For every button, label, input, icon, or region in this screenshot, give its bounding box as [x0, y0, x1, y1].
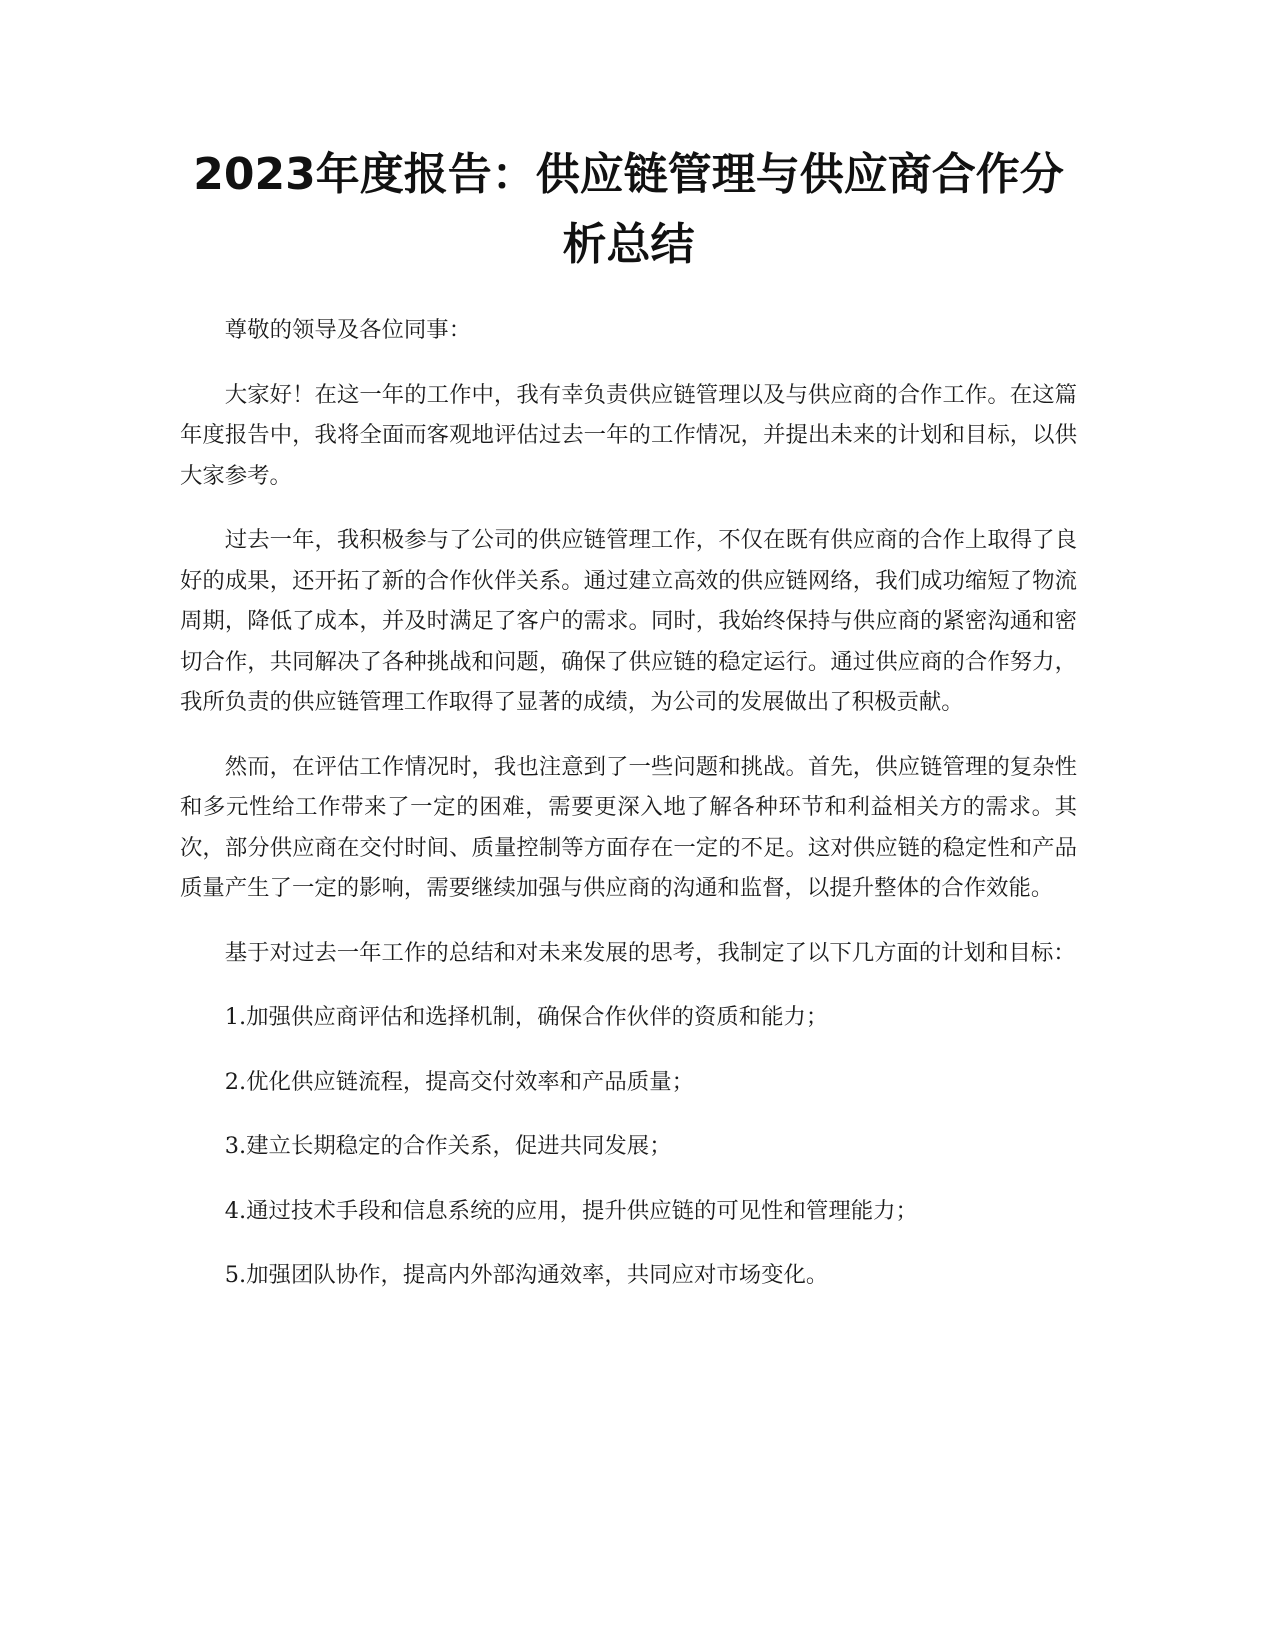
- plan-item-2: 2.优化供应链流程，提高交付效率和产品质量；: [224, 1068, 694, 1095]
- plan-item-1: 1.加强供应商评估和选择机制，确保合作伙伴的资质和能力；: [224, 1004, 829, 1030]
- title-line-2: 析总结: [562, 219, 695, 270]
- paragraph-challenges: 然而，在评估工作情况时，我也注意到了一些问题和挑战。首先，供应链管理的复杂性和多元性给工作带来了一定的困难，需要更深入地了解各种环节和利益相关方的需求。其次，部分供应商在交付时间、质量控制等方面存在一定的不足。这对供应链的稳定性和产品质量产生了一定的影响，需要继续加强与供应商的沟通和监督，以提升整体的合作效能。: [180, 753, 1077, 901]
- paragraph-achievements: 过去一年，我积极参与了公司的供应链管理工作，不仅在既有供应商的合作上取得了良好的成果，还开拓了新的合作伙伴关系。通过建立高效的供应链网络，我们成功缩短了物流周期，降低了成本，并及时满足了客户的需求。同时，我始终保持与供应商的紧密沟通和密切合作，共同解决了各种挑战和问题，确保了供应链的稳定运行。通过供应商的合作努力，我所负责的供应链管理工作取得了显著的成绩，为公司的发展做出了积极贡献。: [180, 527, 1077, 715]
- document-body: [180, 310, 1077, 1296]
- plan-item-4: 4.通过技术手段和信息系统的应用，提升供应链的可见性和管理能力；: [224, 1197, 918, 1224]
- paragraph-plan-intro: 基于对过去一年工作的总结和对未来发展的思考，我制定了以下几方面的计划和目标：: [224, 939, 1076, 966]
- plan-item-3: 3.建立长期稳定的合作关系，促进共同发展；: [224, 1133, 672, 1159]
- title-line-1: 2023年度报告：供应链管理与供应商合作分: [193, 149, 1064, 200]
- document-page: [180, 140, 1077, 1320]
- document-title: [180, 140, 1077, 280]
- greeting: 尊敬的领导及各位同事：: [224, 317, 472, 343]
- paragraph-intro: 大家好！在这一年的工作中，我有幸负责供应链管理以及与供应商的合作工作。在这篇年度报告中，我将全面而客观地评估过去一年的工作情况，并提出未来的计划和目标，以供大家参考。: [180, 381, 1077, 489]
- plan-item-5: 5.加强团队协作，提高内外部沟通效率，共同应对市场变化。: [224, 1262, 829, 1288]
